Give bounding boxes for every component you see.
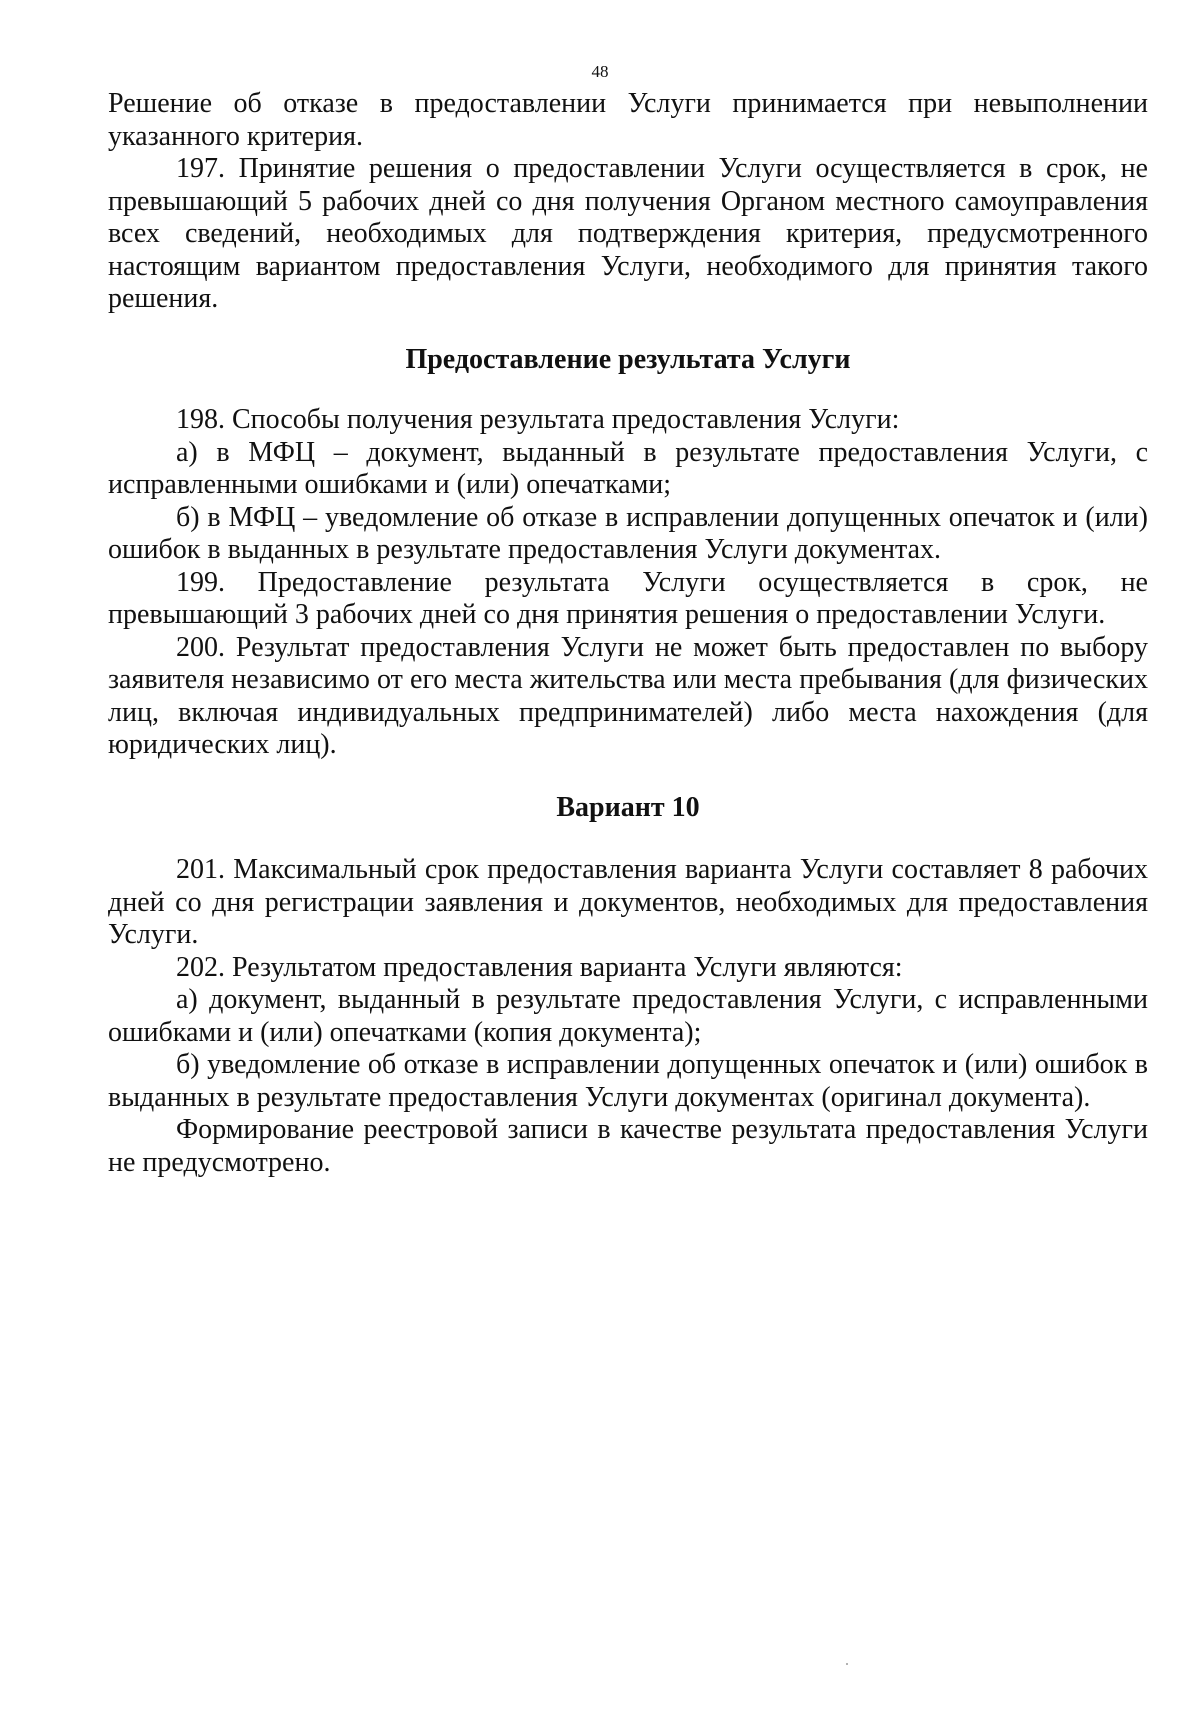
paragraph-198-b: б) в МФЦ – уведомление об отказе в исправлении допущенных опечаток и (или) ошибок в выданных в результате предоставления Услуги документах. xyxy=(108,501,1148,565)
paragraph-202: 202. Результатом предоставления варианта Услуги являются: xyxy=(176,951,903,983)
paragraph-198-a: а) в МФЦ – документ, выданный в результате предоставления Услуги, с исправленными ошибками и (или) опечатками; xyxy=(108,436,1148,500)
paragraph-199: 199. Предоставление результата Услуги осуществляется в срок, не превышающий 3 рабочих дней со дня принятия решения о предоставлении Услуги. xyxy=(108,566,1148,630)
paragraph-202-b: б) уведомление об отказе в исправлении допущенных опечаток и (или) ошибок в выданных в результате предоставления Услуги документах (оригинал документа). xyxy=(108,1049,1148,1113)
document-body xyxy=(108,88,1148,1179)
paragraph-rejection-decision: Решение об отказе в предоставлении Услуги принимается при невыполнении указанного критерия. xyxy=(108,88,1148,152)
paragraph-registry-record: Формирование реестровой записи в качестве результата предоставления Услуги не предусмотрено. xyxy=(108,1114,1148,1178)
paragraph-202-a: а) документ, выданный в результате предоставления Услуги, с исправленными ошибками и (или) опечатками (копия документа); xyxy=(108,984,1148,1048)
section-heading-variant-10: Вариант 10 xyxy=(556,791,700,823)
section-heading-result-provision: Предоставление результата Услуги xyxy=(405,343,851,375)
paragraph-201: 201. Максимальный срок предоставления варианта Услуги составляет 8 рабочих дней со дня регистрации заявления и документов, необходимых для предоставления Услуги. xyxy=(108,854,1148,950)
paragraph-197: 197. Принятие решения о предоставлении Услуги осуществляется в срок, не превышающий 5 рабочих дней со дня получения Органом местного самоуправления всех сведений, необходимых для подтверждения критерия, предусмотренного настоящим вариантом предоставления Услуги, необходимого для принятия такого решения. xyxy=(108,153,1148,314)
paragraph-200: 200. Результат предоставления Услуги не может быть предоставлен по выбору заявителя независимо от его места жительства или места пребывания (для физических лиц, включая индивидуальных предпринимателей) либо места нахождения (для юридических лиц). xyxy=(108,631,1148,760)
page-number: 48 xyxy=(591,62,609,81)
scan-artifact-dot xyxy=(846,1663,848,1665)
paragraph-198: 198. Способы получения результата предоставления Услуги: xyxy=(176,404,900,435)
